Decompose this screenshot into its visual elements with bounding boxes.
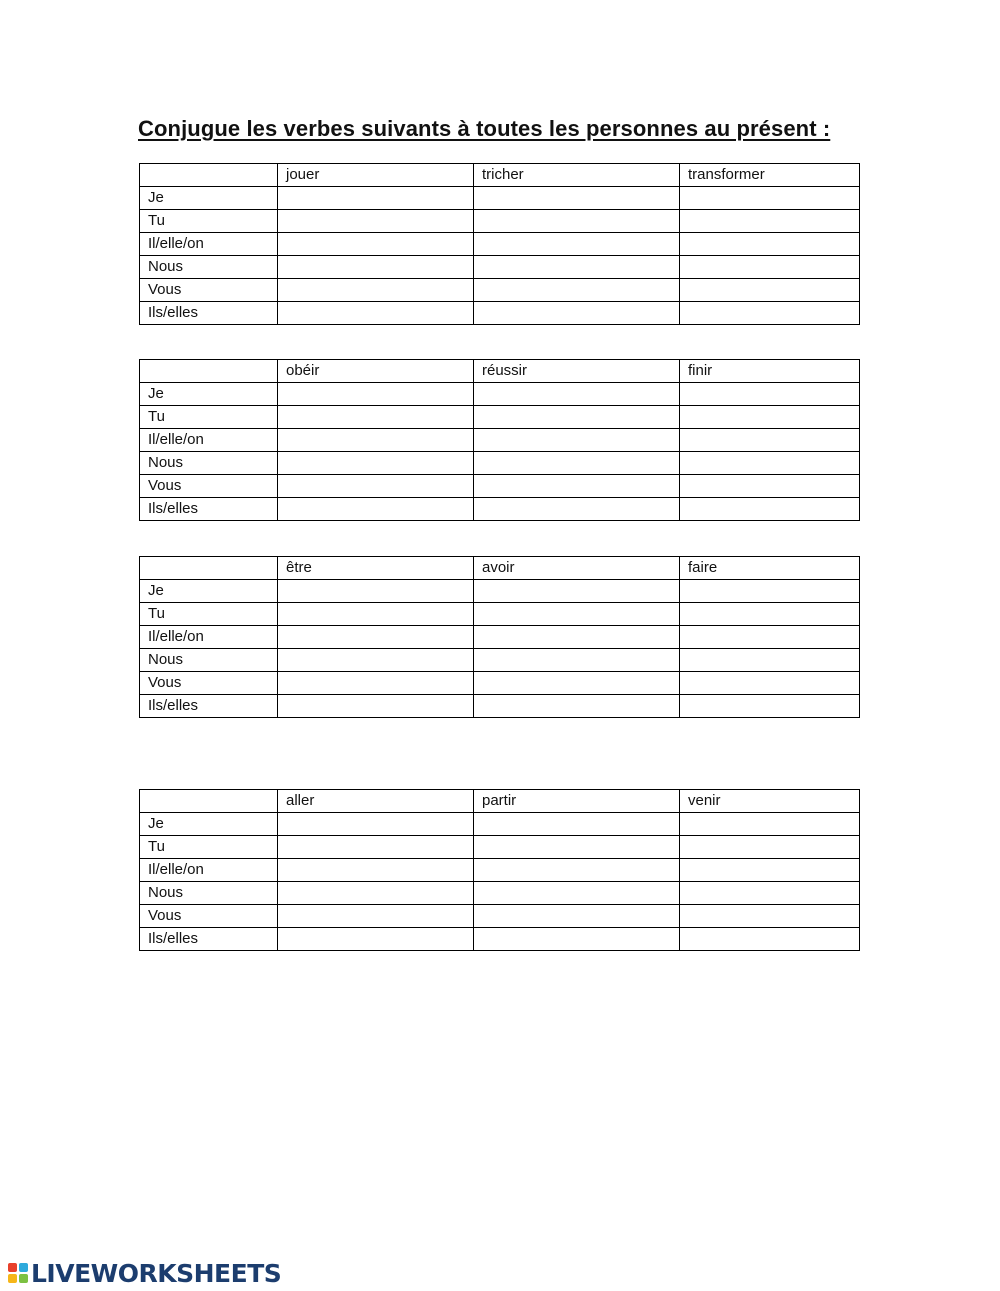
- page-title: Conjugue les verbes suivants à toutes les personnes au présent :: [138, 116, 831, 141]
- answer-cell[interactable]: [680, 695, 860, 718]
- answer-cell[interactable]: [680, 672, 860, 695]
- table-row: [140, 928, 860, 951]
- conjugation-table-1: [139, 163, 860, 325]
- answer-cell[interactable]: [474, 187, 680, 210]
- answer-cell[interactable]: [680, 383, 860, 406]
- person-label: Tu: [140, 210, 278, 233]
- answer-cell[interactable]: [278, 475, 474, 498]
- answer-cell[interactable]: [474, 475, 680, 498]
- answer-cell[interactable]: [278, 649, 474, 672]
- answer-cell[interactable]: [278, 383, 474, 406]
- answer-cell[interactable]: [680, 882, 860, 905]
- table-header-row: [140, 557, 860, 580]
- table-header-row: [140, 790, 860, 813]
- answer-cell[interactable]: [680, 859, 860, 882]
- answer-cell[interactable]: [680, 475, 860, 498]
- answer-cell[interactable]: [680, 302, 860, 325]
- corner-cell: [140, 790, 278, 813]
- answer-cell[interactable]: [474, 429, 680, 452]
- person-label: Tu: [140, 406, 278, 429]
- verb-header: avoir: [474, 557, 680, 580]
- corner-cell: [140, 164, 278, 187]
- answer-cell[interactable]: [474, 452, 680, 475]
- person-label: Nous: [140, 649, 278, 672]
- answer-cell[interactable]: [474, 928, 680, 951]
- table-row: [140, 233, 860, 256]
- verb-header: venir: [680, 790, 860, 813]
- answer-cell[interactable]: [680, 210, 860, 233]
- answer-cell[interactable]: [474, 649, 680, 672]
- answer-cell[interactable]: [278, 603, 474, 626]
- table-row: [140, 626, 860, 649]
- answer-cell[interactable]: [278, 672, 474, 695]
- answer-cell[interactable]: [278, 580, 474, 603]
- person-label: Nous: [140, 452, 278, 475]
- verb-header: être: [278, 557, 474, 580]
- answer-cell[interactable]: [474, 695, 680, 718]
- answer-cell[interactable]: [278, 302, 474, 325]
- person-label: Nous: [140, 882, 278, 905]
- answer-cell[interactable]: [278, 429, 474, 452]
- person-label: Je: [140, 813, 278, 836]
- table-row: [140, 429, 860, 452]
- logo-square: [8, 1274, 17, 1283]
- table-row: [140, 580, 860, 603]
- answer-cell[interactable]: [278, 928, 474, 951]
- table-row: [140, 383, 860, 406]
- answer-cell[interactable]: [278, 813, 474, 836]
- answer-cell[interactable]: [278, 905, 474, 928]
- answer-cell[interactable]: [474, 626, 680, 649]
- person-label: Il/elle/on: [140, 233, 278, 256]
- conjugation-table-3: [139, 556, 860, 718]
- answer-cell[interactable]: [278, 279, 474, 302]
- person-label: Il/elle/on: [140, 859, 278, 882]
- table-header-row: [140, 164, 860, 187]
- person-label: Je: [140, 580, 278, 603]
- answer-cell[interactable]: [680, 626, 860, 649]
- verb-header: transformer: [680, 164, 860, 187]
- table-row: [140, 813, 860, 836]
- logo-square: [8, 1263, 17, 1272]
- table-row: [140, 603, 860, 626]
- table-row: [140, 406, 860, 429]
- answer-cell[interactable]: [278, 859, 474, 882]
- table-row: [140, 905, 860, 928]
- verb-header: tricher: [474, 164, 680, 187]
- table-row: [140, 859, 860, 882]
- logo-squares-icon: [8, 1263, 28, 1283]
- answer-cell[interactable]: [278, 882, 474, 905]
- answer-cell[interactable]: [278, 406, 474, 429]
- answer-cell[interactable]: [680, 452, 860, 475]
- answer-cell[interactable]: [680, 498, 860, 521]
- answer-cell[interactable]: [474, 406, 680, 429]
- conjugation-table-4: [139, 789, 860, 951]
- verb-header: aller: [278, 790, 474, 813]
- verb-header: partir: [474, 790, 680, 813]
- answer-cell[interactable]: [278, 498, 474, 521]
- person-label: Tu: [140, 836, 278, 859]
- person-label: Je: [140, 187, 278, 210]
- person-label: Il/elle/on: [140, 429, 278, 452]
- answer-cell[interactable]: [474, 383, 680, 406]
- table-row: [140, 302, 860, 325]
- person-label: Je: [140, 383, 278, 406]
- answer-cell[interactable]: [474, 498, 680, 521]
- person-label: Ils/elles: [140, 695, 278, 718]
- answer-cell[interactable]: [680, 406, 860, 429]
- logo-square: [19, 1263, 28, 1272]
- answer-cell[interactable]: [680, 279, 860, 302]
- answer-cell[interactable]: [474, 905, 680, 928]
- logo-text: LIVEWORKSHEETS: [31, 1258, 282, 1288]
- verb-header: finir: [680, 360, 860, 383]
- corner-cell: [140, 557, 278, 580]
- answer-cell[interactable]: [474, 836, 680, 859]
- answer-cell[interactable]: [680, 649, 860, 672]
- answer-cell[interactable]: [474, 672, 680, 695]
- table-row: [140, 836, 860, 859]
- answer-cell[interactable]: [680, 928, 860, 951]
- answer-cell[interactable]: [278, 210, 474, 233]
- answer-cell[interactable]: [278, 187, 474, 210]
- table-row: [140, 649, 860, 672]
- verb-header: jouer: [278, 164, 474, 187]
- table-row: [140, 672, 860, 695]
- answer-cell[interactable]: [680, 905, 860, 928]
- answer-cell[interactable]: [680, 813, 860, 836]
- answer-cell[interactable]: [474, 603, 680, 626]
- answer-cell[interactable]: [474, 256, 680, 279]
- logo-square: [19, 1274, 28, 1283]
- table-row: [140, 256, 860, 279]
- answer-cell[interactable]: [680, 580, 860, 603]
- answer-cell[interactable]: [680, 836, 860, 859]
- person-label: Ils/elles: [140, 928, 278, 951]
- table-header-row: [140, 360, 860, 383]
- answer-cell[interactable]: [680, 603, 860, 626]
- answer-cell[interactable]: [474, 580, 680, 603]
- table-row: [140, 695, 860, 718]
- table-row: [140, 187, 860, 210]
- person-label: Ils/elles: [140, 302, 278, 325]
- answer-cell[interactable]: [278, 836, 474, 859]
- answer-cell[interactable]: [278, 233, 474, 256]
- answer-cell[interactable]: [278, 256, 474, 279]
- table-row: [140, 498, 860, 521]
- answer-cell[interactable]: [474, 279, 680, 302]
- person-label: Vous: [140, 279, 278, 302]
- table-row: [140, 475, 860, 498]
- answer-cell[interactable]: [278, 626, 474, 649]
- answer-cell[interactable]: [474, 233, 680, 256]
- answer-cell[interactable]: [474, 302, 680, 325]
- person-label: Vous: [140, 905, 278, 928]
- answer-cell[interactable]: [474, 859, 680, 882]
- table-row: [140, 882, 860, 905]
- answer-cell[interactable]: [474, 882, 680, 905]
- person-label: Ils/elles: [140, 498, 278, 521]
- answer-cell[interactable]: [680, 256, 860, 279]
- person-label: Tu: [140, 603, 278, 626]
- answer-cell[interactable]: [278, 695, 474, 718]
- table-row: [140, 210, 860, 233]
- conjugation-table-2: [139, 359, 860, 521]
- table-row: [140, 279, 860, 302]
- verb-header: réussir: [474, 360, 680, 383]
- answer-cell[interactable]: [278, 452, 474, 475]
- verb-header: faire: [680, 557, 860, 580]
- person-label: Vous: [140, 672, 278, 695]
- answer-cell[interactable]: [680, 187, 860, 210]
- person-label: Vous: [140, 475, 278, 498]
- answer-cell[interactable]: [680, 233, 860, 256]
- corner-cell: [140, 360, 278, 383]
- answer-cell[interactable]: [474, 210, 680, 233]
- liveworksheets-logo[interactable]: [8, 1258, 281, 1288]
- answer-cell[interactable]: [680, 429, 860, 452]
- table-row: [140, 452, 860, 475]
- verb-header: obéir: [278, 360, 474, 383]
- person-label: Nous: [140, 256, 278, 279]
- answer-cell[interactable]: [474, 813, 680, 836]
- person-label: Il/elle/on: [140, 626, 278, 649]
